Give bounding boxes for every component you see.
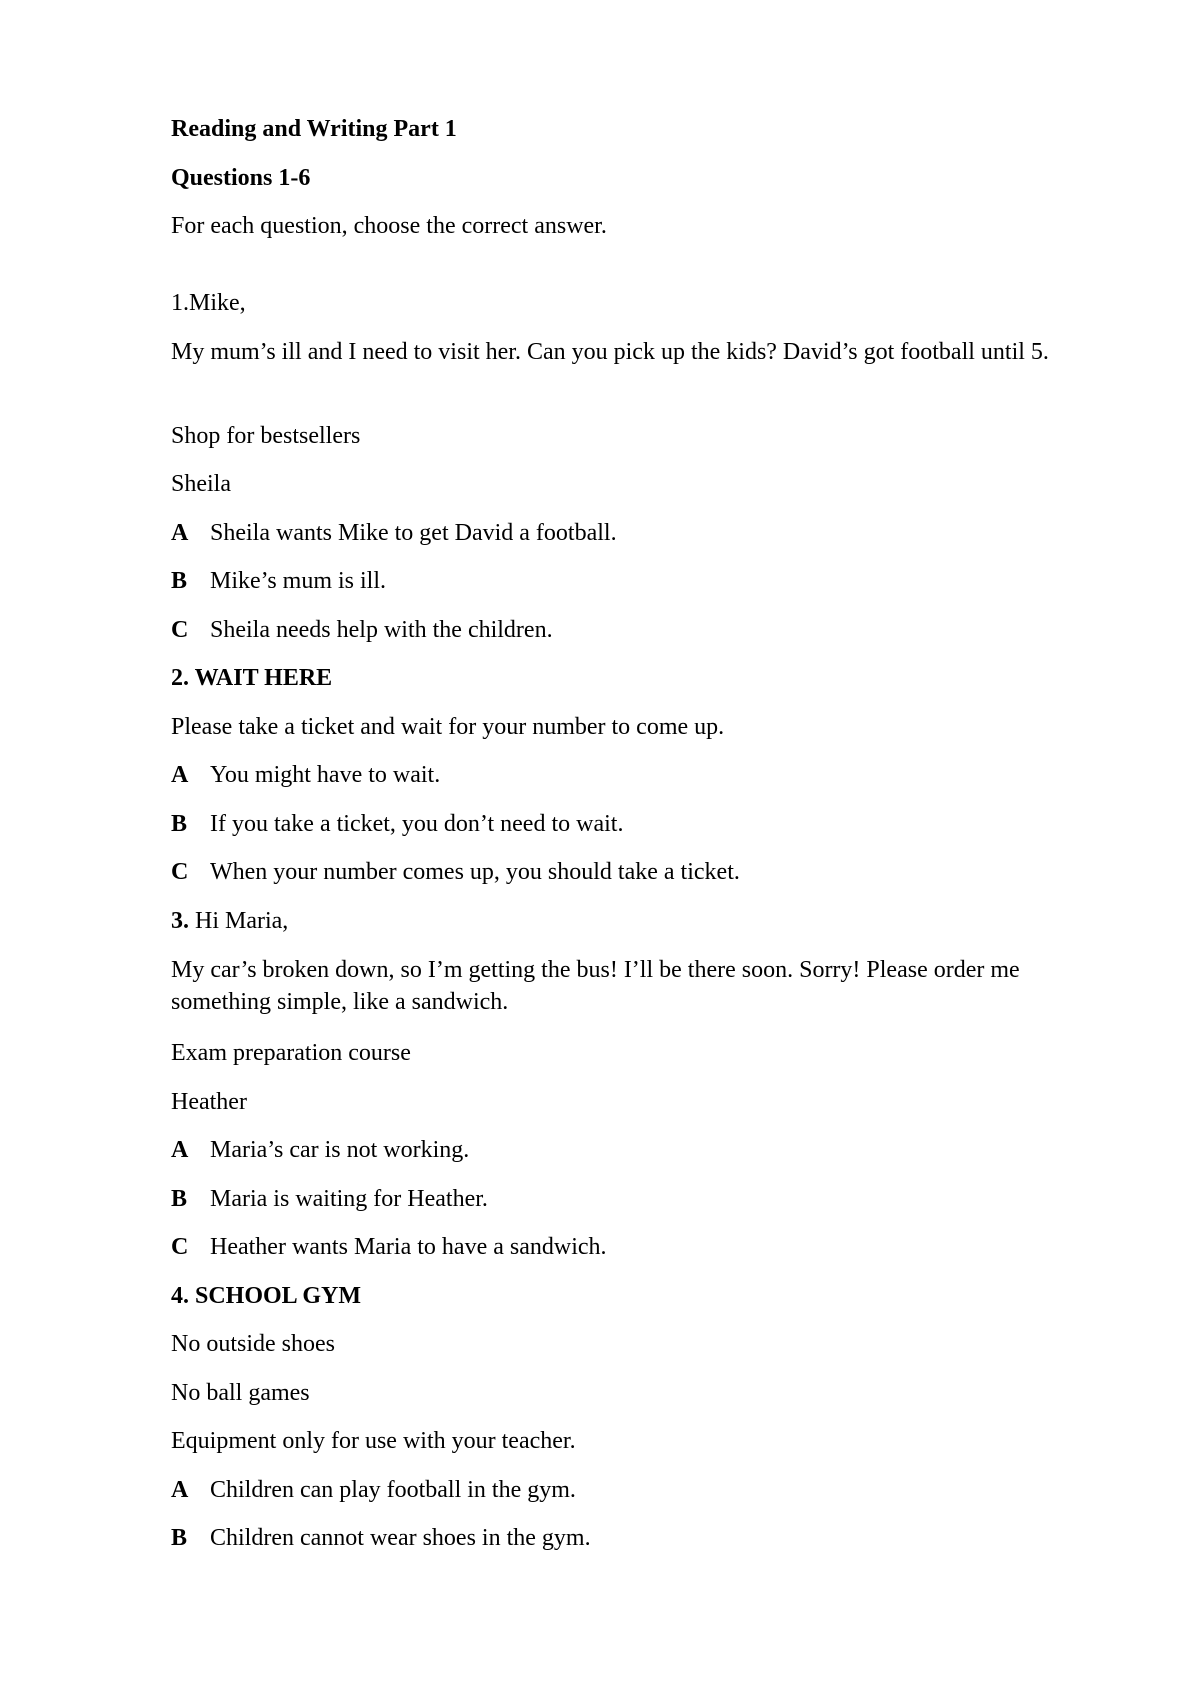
option-letter: B	[171, 568, 188, 594]
option-letter: B	[171, 1525, 188, 1551]
q3-option-b	[171, 1183, 1071, 1215]
option-letter: A	[171, 520, 189, 546]
q2-option-a	[171, 759, 1071, 791]
option-text: Children can play football in the gym.	[210, 1477, 576, 1503]
q4-rule-2: No ball games	[171, 1380, 310, 1406]
q4-rule-3: Equipment only for use with your teacher.	[171, 1428, 576, 1454]
option-text: When your number comes up, you should take a ticket.	[210, 859, 740, 885]
option-text: Sheila needs help with the children.	[210, 617, 553, 643]
q3-option-c	[171, 1231, 1071, 1263]
q1-sign: Sheila	[171, 471, 231, 497]
option-text: If you take a ticket, you don’t need to wait.	[210, 811, 624, 837]
option-letter: B	[171, 811, 188, 837]
q3-option-a	[171, 1134, 1071, 1166]
page-title: Reading and Writing Part 1	[171, 116, 457, 142]
option-text: You might have to wait.	[210, 762, 441, 788]
q1-ad: Shop for bestsellers	[171, 423, 361, 449]
q2-heading	[171, 662, 1071, 694]
option-letter: B	[171, 1186, 188, 1212]
q1-body: My mum’s ill and I need to visit her. Can you pick up the kids? David’s got football until 5.	[171, 339, 1049, 365]
q2-number: 2.	[171, 665, 189, 691]
option-text: Maria is waiting for Heather.	[210, 1186, 488, 1212]
option-text: Maria’s car is not working.	[210, 1137, 470, 1163]
option-text: Heather wants Maria to have a sandwich.	[210, 1234, 607, 1260]
q3-heading	[171, 905, 1071, 937]
option-text: Sheila wants Mike to get David a football.	[210, 520, 617, 546]
q1-option-a	[171, 517, 1071, 549]
q1-heading: 1.Mike,	[171, 290, 246, 316]
q4-rule-1: No outside shoes	[171, 1331, 335, 1357]
q1-option-c	[171, 614, 1071, 646]
option-letter: C	[171, 617, 189, 643]
questions-range: Questions 1-6	[171, 165, 311, 191]
option-letter: A	[171, 1477, 189, 1503]
q3-number: 3.	[171, 908, 189, 934]
option-letter: A	[171, 762, 189, 788]
q4-option-b	[171, 1522, 1071, 1554]
q1-option-b	[171, 565, 1071, 597]
option-text: Mike’s mum is ill.	[210, 568, 387, 594]
q2-option-b	[171, 808, 1071, 840]
instruction-text: For each question, choose the correct answer.	[171, 213, 607, 239]
q3-title: Hi Maria,	[195, 908, 289, 934]
option-text: Children cannot wear shoes in the gym.	[210, 1525, 591, 1551]
q2-body: Please take a ticket and wait for your number to come up.	[171, 714, 725, 740]
option-letter: A	[171, 1137, 189, 1163]
q4-heading: 4. SCHOOL GYM	[171, 1283, 362, 1309]
q3-ad: Exam preparation course	[171, 1040, 411, 1066]
q3-body: My car’s broken down, so I’m getting the bus! I’ll be there soon. Sorry! Please order me something simple, like a sandwich.	[171, 957, 1020, 1015]
q2-option-c	[171, 856, 1071, 888]
option-letter: C	[171, 1234, 189, 1260]
q4-option-a	[171, 1474, 1071, 1506]
q2-title: WAIT HERE	[194, 665, 333, 691]
q3-sign: Heather	[171, 1089, 247, 1115]
option-letter: C	[171, 859, 189, 885]
